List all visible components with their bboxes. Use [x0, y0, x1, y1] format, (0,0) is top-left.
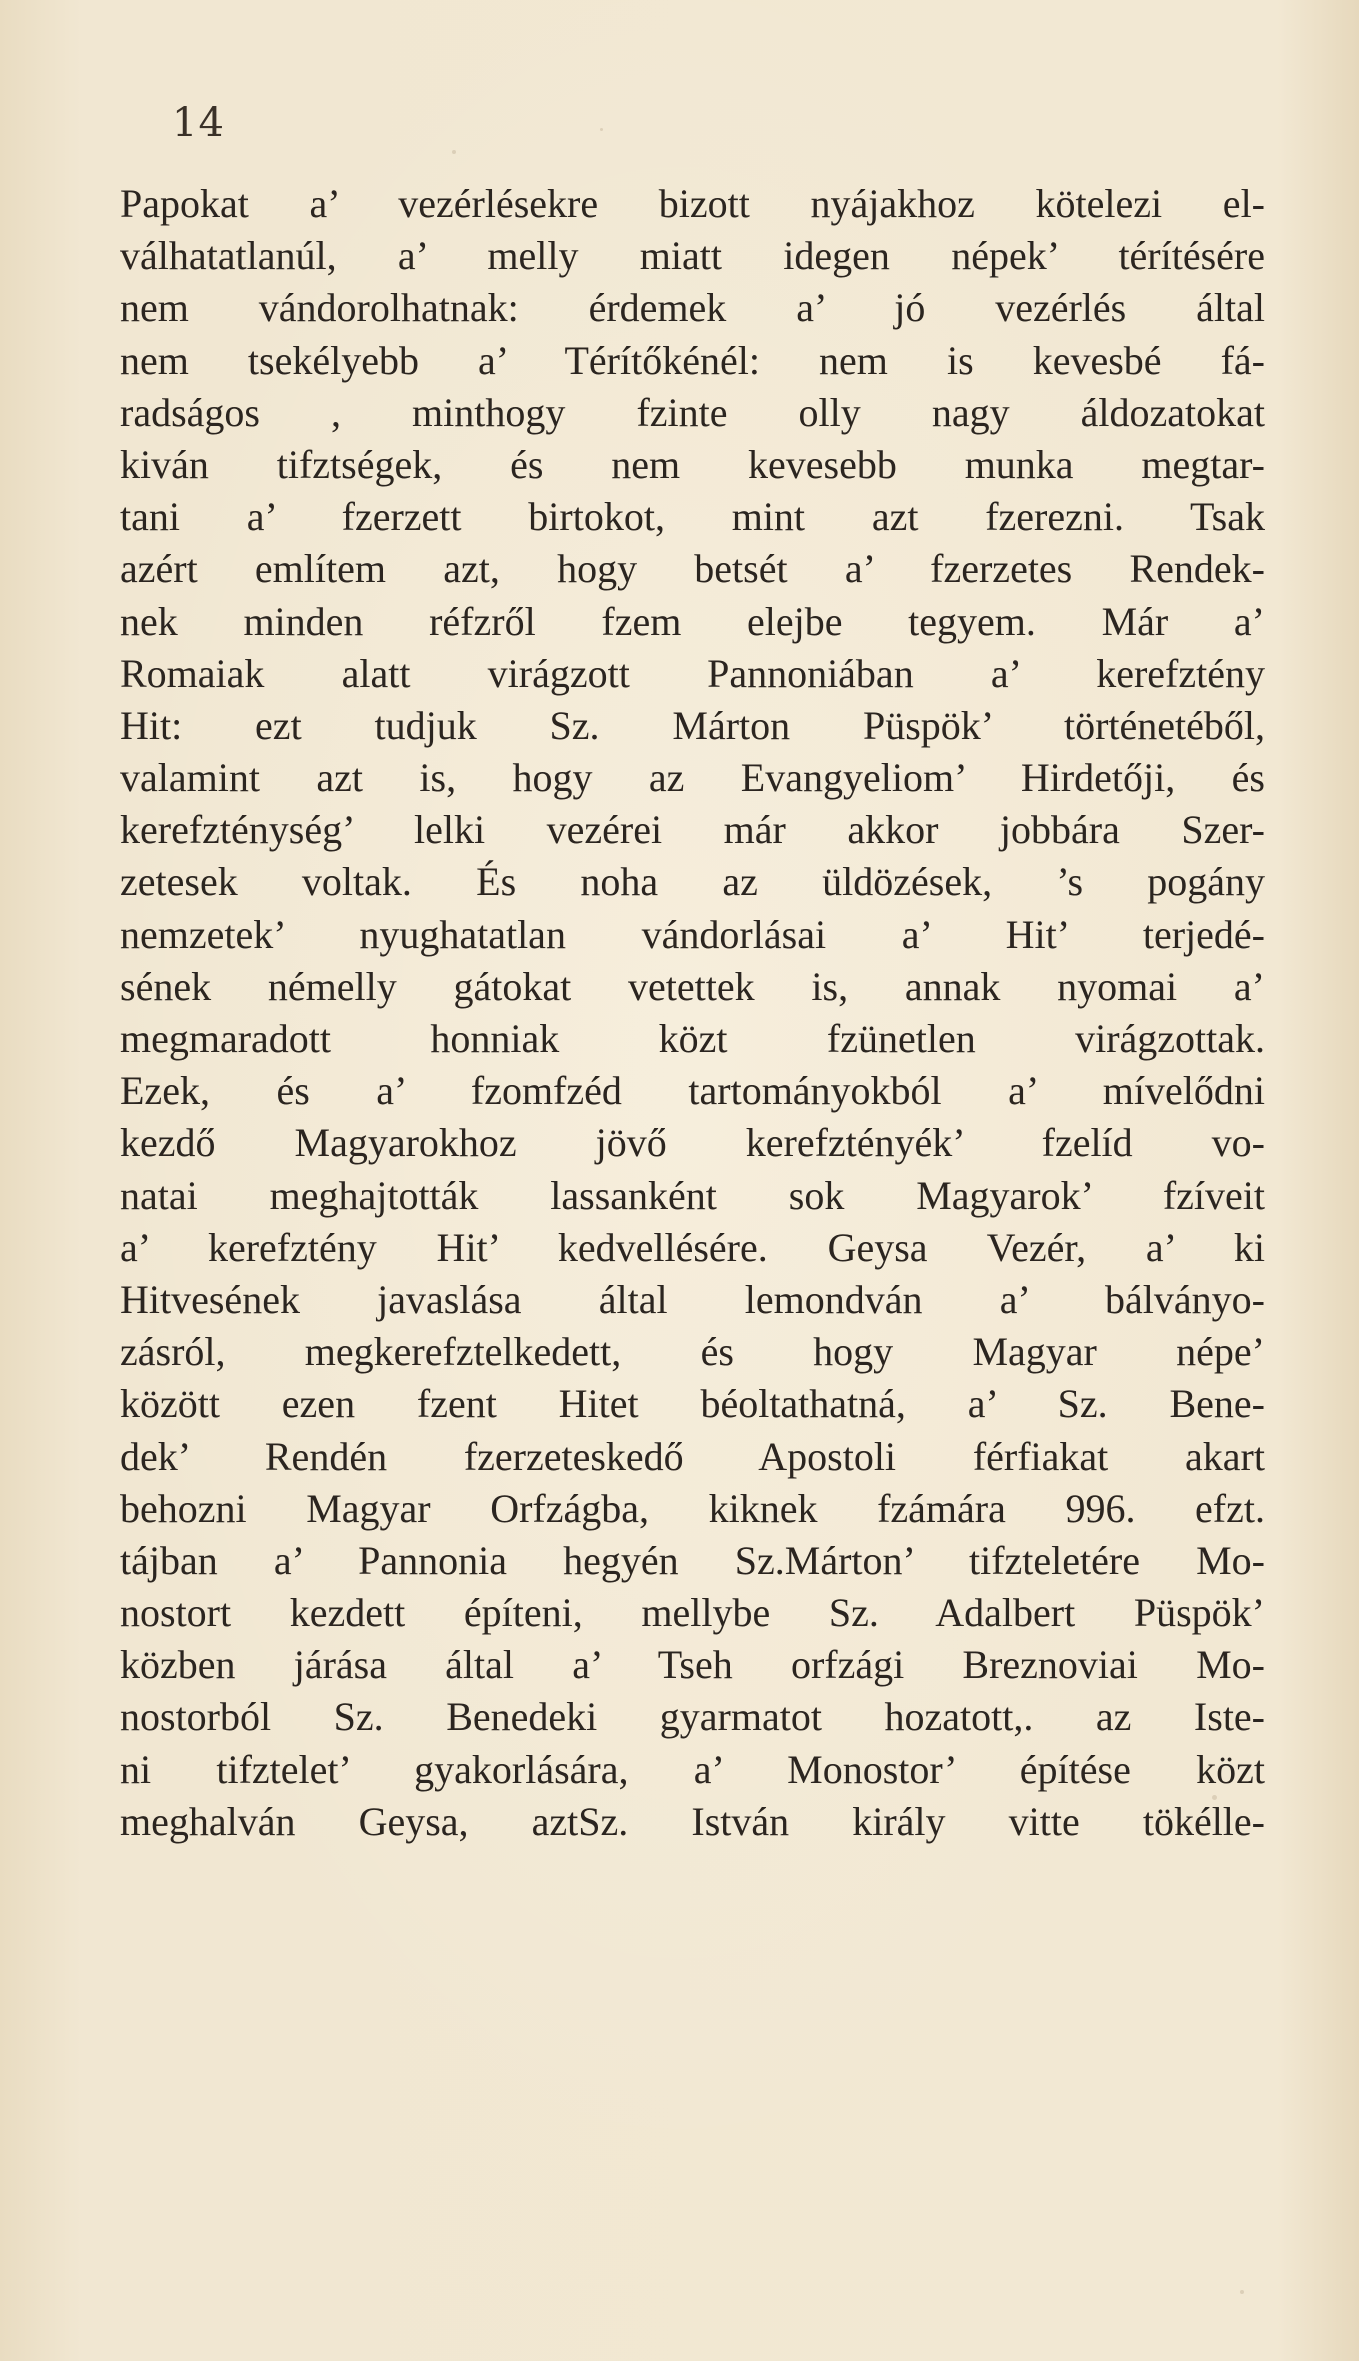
text-line: között ezen fzent Hitet béoltathatná, a’ Sz. Bene- — [120, 1381, 1265, 1427]
text-line: zetesek voltak. És noha az üldözések, ’s pogány — [120, 859, 1265, 905]
text-line: tani a’ fzerzett birtokot, mint azt fzerezni. Tsak — [120, 494, 1265, 540]
text-line: Romaiak alatt virágzott Pannoniában a’ kerefztény — [120, 650, 1265, 696]
text-line: dek’ Rendén fzerzeteskedő Apostoli férfiakat akart — [120, 1433, 1265, 1479]
text-line: radságos , minthogy fzinte olly nagy áldozatokat — [120, 389, 1265, 435]
text-line: zásról, megkerefztelkedett, és hogy Magyar népe’ — [120, 1329, 1265, 1375]
text-line: azért említem azt, hogy betsét a’ fzerzetes Rendek- — [120, 546, 1265, 592]
page-number: 14 — [172, 100, 225, 146]
text-line: nem vándorolhatnak: érdemek a’ jó vezérlés által — [120, 285, 1265, 331]
text-line: ni tifztelet’ gyakorlására, a’ Monostor’ építése közt — [120, 1746, 1265, 1792]
text-line: behozni Magyar Orfzágba, kiknek fzámára 996. efzt. — [120, 1485, 1265, 1531]
paper-speck — [452, 150, 456, 154]
text-line: nek minden réfzről fzem elejbe tegyem. Már a’ — [120, 598, 1265, 644]
text-line: natai meghajtották lassanként sok Magyarok’ fzíveit — [120, 1172, 1265, 1218]
text-line: Papokat a’ vezérlésekre bizott nyájakhoz kötelezi el- — [120, 181, 1265, 226]
paper-speck — [600, 128, 603, 131]
paper-speck — [1240, 2290, 1244, 2294]
text-line: nemzetek’ nyughatatlan vándorlásai a’ Hit’ terjedé- — [120, 911, 1265, 957]
text-line: nostorból Sz. Benedeki gyarmatot hozatott,. az Iste- — [120, 1694, 1265, 1740]
text-line: kezdő Magyarokhoz jövő kerefztényék’ fzelíd vo- — [120, 1120, 1265, 1166]
text-line: sének némelly gátokat vetettek is, annak nyomai a’ — [120, 963, 1265, 1009]
text-line: Ezek, és a’ fzomfzéd tartományokból a’ mívelődni — [120, 1068, 1265, 1114]
paper-speck — [1212, 1795, 1217, 1800]
text-line: tájban a’ Pannonia hegyén Sz.Márton’ tifzteletére Mo- — [120, 1537, 1265, 1583]
text-line: válhatatlanúl, a’ melly miatt idegen népek’ térítésére — [120, 233, 1265, 279]
text-line: közben járása által a’ Tseh orfzági Breznoviai Mo- — [120, 1642, 1265, 1688]
text-line: nem tsekélyebb a’ Térítőkénél: nem is kevesbé fá- — [120, 337, 1265, 383]
text-line: kiván tifztségek, és nem kevesebb munka megtar- — [120, 441, 1265, 487]
text-line: kerefzténység’ lelki vezérei már akkor jobbára Szer- — [120, 807, 1265, 853]
text-line: nostort kezdett építeni, mellybe Sz. Adalbert Püspök’ — [120, 1590, 1265, 1636]
text-line: valamint azt is, hogy az Evangyeliom’ Hirdetőji, és — [120, 755, 1265, 801]
text-line: megmaradott honniak közt fzünetlen virágzottak. — [120, 1016, 1265, 1061]
body-text — [120, 178, 1265, 1848]
text-line: meghalván Geysa, aztSz. István király vitte tökélle- — [120, 1798, 1265, 1844]
text-line: Hitvesének javaslása által lemondván a’ bálványo- — [120, 1276, 1265, 1322]
text-line: a’ kerefztény Hit’ kedvellésére. Geysa Vezér, a’ ki — [120, 1224, 1265, 1270]
text-line: Hit: ezt tudjuk Sz. Márton Püspök’ történetéből, — [120, 702, 1265, 748]
